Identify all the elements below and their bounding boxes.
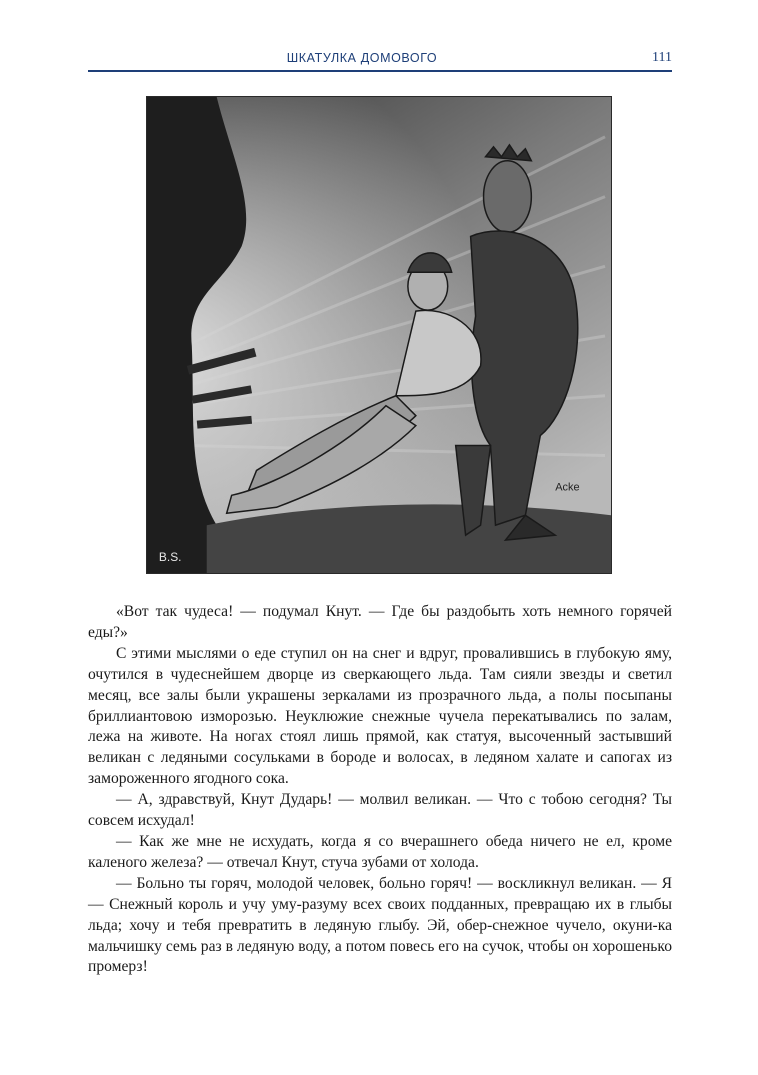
body-text [88,602,672,978]
running-title: ШКАТУЛКА ДОМОВОГО [286,51,438,65]
paragraph: — Больно ты горяч, молодой человек, больно горяч! — воскликнул великан. — Я — Снежный король и учу уму-разуму всех своих подданных, превращаю их в глыбы льда; хочу и тебя превратить в ледяную глыбу. Эй, обер-снежное чучело, окуни-ка мальчишку семь раз в ледяную воду, а потом повесь его на сучок, чтобы он хорошенько промерз! [88,874,672,976]
page-number: 111 [652,50,672,65]
illustration-initials: B.S. [158,550,182,565]
illustration-signature: Acke [555,481,580,494]
illustration [146,96,612,574]
paragraph: С этими мыслями о еде ступил он на снег и вдруг, провалившись в глубокую яму, очутился в чудеснейшем дворце из сверкающего льда. Там сияли звезды и светил месяц, все залы были украшены зеркалами из прозрачного льда, а полы посыпаны бриллиантовою изморозью. Неуклюжие снежные чучела перекатывались по залам, лежа на животе. На ногах стоял лишь прямой, как статуя, высоченный застывший великан с ледяными сосульками в бороде и волосах, в ледяном халате и сапогах из замороженного ягодного сока. [88,644,672,788]
paragraph: — Как же мне не исхудать, когда я со вчерашнего обеда ничего не ел, кроме каленого железа? — отвечал Кнут, стуча зубами от холода. [88,832,672,871]
illustration-drawing [147,97,611,573]
running-header [88,48,672,70]
paragraph: «Вот так чудеса! — подумал Кнут. — Где бы раздобыть хоть немного горячей еды?» [88,603,672,641]
paragraph: — А, здравствуй, Кнут Дударь! — молвил великан. — Что с тобою сегодня? Ты совсем исхудал! [88,791,672,830]
header-rule [88,70,672,72]
